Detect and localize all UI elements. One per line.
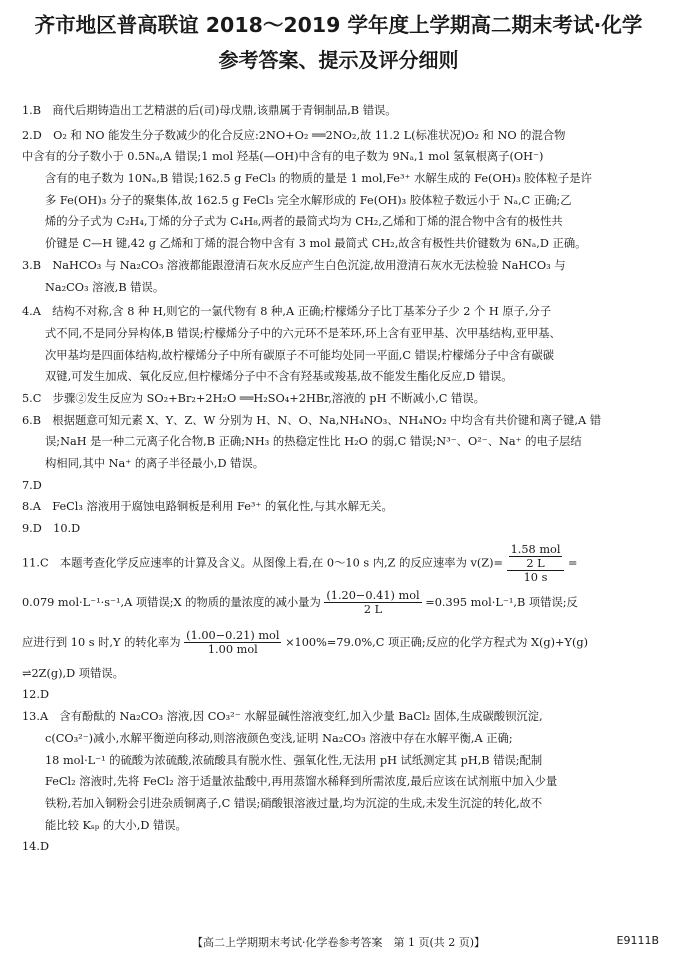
conversion-fraction [184,629,281,656]
page-subtitle: 参考答案、提示及评分细则 [218,48,459,72]
answer-4-line-4: 双键,可发生加成、氧化反应,但柠檬烯分子中不含有羟基或羧基,故不能发生酯化反应,D 错误。 [45,370,513,384]
answer-13-line-6: 能比较 Kₛₚ 的大小,D 错误。 [45,818,187,832]
answer-11-line-4: ⇌2Z(g),D 项错误。 [22,666,124,680]
rate-fraction-inner-den: 2 L [526,556,545,570]
answer-6-line-2: 误;NaH 是一种二元离子化合物,B 正确;NH₃ 的热稳定性比 H₂O 的弱,C 错误;N³⁻、O²⁻、Na⁺ 的电子层结 [45,435,582,449]
rate-fraction-inner-num: 1.58 mol [510,542,561,556]
answer-8: 8.A FeCl₃ 溶液用于腐蚀电路铜板是利用 Fe³⁺ 的氧化性,与其水解无关。 [22,500,393,514]
answer-11-line-3 [22,623,662,663]
concentration-fraction [324,589,421,616]
answer-4-line-2: 式不同,不是同分异构体,B 错误;柠檬烯分子中的六元环不是苯环,环上含有亚甲基、次甲基结构,亚甲基、 [45,326,561,340]
answer-11-text-4: 应进行到 10 s 时,Y 的转化率为 [22,635,181,649]
answer-11-text-1: 11.C 本题考查化学反应速率的计算及含义。从图像上看,在 0～10 s 内,Z 的反应速率为 v(Z)= [22,556,503,570]
rate-fraction [507,543,565,583]
footer-code: E9111B [616,934,659,947]
answer-13-line-4: FeCl₂ 溶液时,先将 FeCl₂ 溶于适量浓盐酸中,再用蒸馏水稀释到所需浓度,最后应该在试剂瓶中加入少量 [45,775,558,789]
conversion-fraction-num: (1.00−0.21) mol [186,629,280,643]
answer-2-line-4: 多 Fe(OH)₃ 分子的聚集体,故 162.5 g FeCl₃ 完全水解形成的 Fe(OH)₃ 胶体粒子数远小于 Nₐ,C 正确;乙 [45,193,572,207]
answer-14: 14.D [22,840,50,854]
answer-2-line-3: 含有的电子数为 10Nₐ,B 错误;162.5 g FeCl₃ 的物质的量是 1 mol,Fe³⁺ 水解生成的 Fe(OH)₃ 胶体粒子是许 [45,172,592,186]
page-title: 齐市地区普高联谊 2018～2019 学年度上学期高二期末考试·化学 [34,13,643,37]
answer-11-line-2 [22,583,662,623]
answer-9-10: 9.D 10.D [22,522,81,536]
concentration-fraction-den: 2 L [363,603,383,617]
answer-2-line-5: 烯的分子式为 C₂H₄,丁烯的分子式为 C₄H₈,两者的最简式均为 CH₂,乙烯和丁烯的混合物中含有的极性共 [45,215,563,229]
answer-5: 5.C 步骤②发生反应为 SO₂+Br₂+2H₂O ══H₂SO₄+2HBr,溶液的 pH 不断减小,C 错误。 [22,391,485,405]
answer-11-text-2: 0.079 mol·L⁻¹·s⁻¹,A 项错误;X 的物质的量浓度的减小量为 [22,595,321,609]
answer-11-text-5: ×100%=79.0%,C 项正确;反应的化学方程式为 X(g)+Y(g) [285,635,589,649]
answer-3-line-1: 3.B NaHCO₃ 与 Na₂CO₃ 溶液都能跟澄清石灰水反应产生白色沉淀,故用澄清石灰水无法检验 NaHCO₃ 与 [22,258,566,272]
answer-2-line-2: 中含有的分子数小于 0.5Nₐ,A 错误;1 mol 羟基(—OH)中含有的电子数为 9Nₐ,1 mol 氢氧根离子(OH⁻) [22,150,544,164]
answer-1: 1.B 商代后期铸造出工艺精湛的后(司)母戊鼎,该鼎属于青铜制品,B 错误。 [22,104,397,117]
answer-2-line-6: 价键是 C—H 键,42 g 乙烯和丁烯的混合物中含有 3 mol 最简式 CH₂,故含有极性共价键数为 6Nₐ,D 正确。 [45,237,587,251]
answer-13-line-5: 铁粉,若加入铜粉会引进杂质铜离子,C 错误;硝酸银溶液过量,均为沉淀的生成,未发生沉淀的转化,故不 [45,796,543,810]
answer-4-line-1: 4.A 结构不对称,含 8 种 H,则它的一氯代物有 8 种,A 正确;柠檬烯分子比丁基苯分子少 2 个 H 原子,分子 [22,305,552,319]
concentration-fraction-num: (1.20−0.41) mol [326,589,420,603]
answer-13-line-2: c(CO₃²⁻)减小,水解平衡逆向移动,则溶液颜色变浅,证明 Na₂CO₃ 溶液中存在水解平衡,A 正确; [45,731,513,745]
answer-list [22,100,662,858]
answer-6-line-1: 6.B 根据题意可知元素 X、Y、Z、W 分别为 H、N、O、Na,NH₄NO₃、NH₄NO₂ 中均含有共价键和离子键,A 错 [22,413,602,427]
answer-13-line-1: 13.A 含有酚酞的 Na₂CO₃ 溶液,因 CO₃²⁻ 水解显碱性溶液变红,加入少量 BaCl₂ 固体,生成碳酸钡沉淀, [22,710,543,724]
conversion-fraction-den: 1.00 mol [207,643,258,657]
answer-3-line-2: Na₂CO₃ 溶液,B 错误。 [45,280,165,294]
answer-4-line-3: 次甲基均是四面体结构,故柠檬烯分子中所有碳原子不可能均处同一平面,C 错误;柠檬烯分子中含有碳碳 [45,348,554,362]
answer-11-line-1 [22,543,662,583]
answer-11-eq: = [568,556,578,570]
answer-11-text-3: =0.395 mol·L⁻¹,B 项错误;反 [425,595,578,609]
answer-13-line-3: 18 mol·L⁻¹ 的硫酸为浓硫酸,浓硫酸具有脱水性、强氧化性,无法用 pH 试纸测定其 pH,B 错误;配制 [45,753,543,767]
footer-page-info: 【高二上学期期末考试·化学卷参考答案 第 1 页(共 2 页)】 [191,936,486,949]
answer-12: 12.D [22,688,50,702]
answer-6-line-3: 构相同,其中 Na⁺ 的离子半径最小,D 错误。 [45,457,265,470]
rate-fraction-den: 10 s [523,570,548,583]
answer-2-line-1: 2.D O₂ 和 NO 能发生分子数减少的化合反应:2NO+O₂ ══2NO₂,故 11.2 L(标准状况)O₂ 和 NO 的混合物 [22,128,566,142]
answer-7: 7.D [22,478,42,492]
